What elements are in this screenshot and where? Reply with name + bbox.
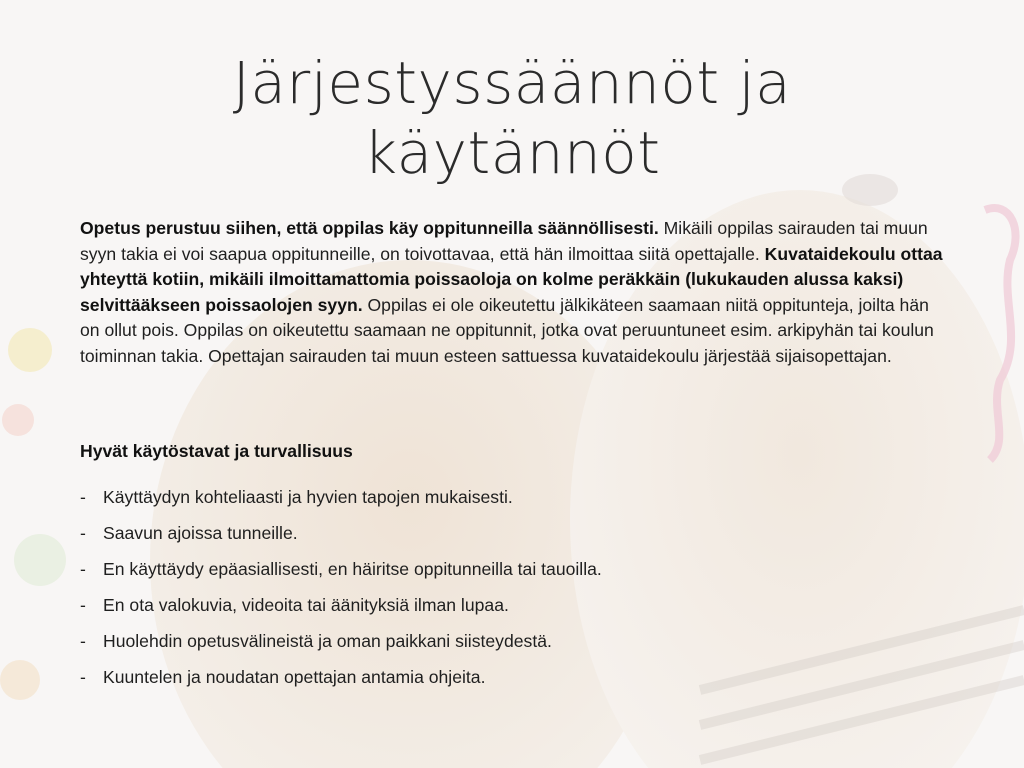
slide-title-line-1: Järjestyssäännöt ja	[232, 49, 792, 117]
list-item	[80, 628, 940, 664]
intro-sentence-3: Kuvataidekoulu ottaa yhteyttä kotiin, mikäili ilmoittamattomia poissaoloja on kolme peräkkäin (lukukauden alussa kaksi) selvittääkseen poissaolojen syyn.	[80, 243, 943, 315]
bullet-dash: -	[80, 559, 86, 579]
list-item-text: Kuuntelen ja noudatan opettajan antamia ohjeita.	[103, 667, 486, 687]
section-heading: Hyvät käytöstavat ja turvallisuus	[80, 441, 353, 461]
bullet-dash: -	[80, 487, 86, 507]
list-item-text: Käyttäydyn kohteliaasti ja hyvien tapojen mukaisesti.	[103, 487, 513, 507]
list-item	[80, 664, 940, 700]
bullet-dash: -	[80, 595, 86, 615]
list-item	[80, 520, 940, 556]
list-item	[80, 556, 940, 592]
intro-sentence-1: Opetus perustuu siihen, että oppilas käy oppitunneilla säännöllisesti.	[80, 218, 659, 238]
list-item-text: En käyttäydy epäasiallisesti, en häiritse oppitunneilla tai tauoilla.	[103, 559, 602, 579]
intro-sentence-4: Oppilas ei ole oikeutettu jälkikäteen saamaan niitä oppitunteja, joilta hän on ollut pois. Oppilas on oikeutettu saamaan ne oppitunnit, jotka ovat peruuntuneet esim. arkipyhän tai koulun toiminnan takia. Opettajan sairauden tai muun esteen sattuessa kuvataidekoulu järjestää sijaisopettajan.	[80, 294, 934, 366]
slide-title	[0, 48, 1024, 188]
list-item	[80, 592, 940, 628]
list-item	[80, 484, 940, 520]
intro-sentence-2: Mikäili oppilas sairauden tai muun syyn takia ei voi saapua oppitunneille, on toivottavaa, että hän ilmoittaa siitä opettajalle.	[80, 218, 928, 264]
list-item-text: En ota valokuvia, videoita tai äänityksiä ilman lupaa.	[103, 595, 509, 615]
bullet-dash: -	[80, 667, 86, 687]
list-item-text: Huolehdin opetusvälineistä ja oman paikkani siisteydestä.	[103, 631, 552, 651]
intro-paragraph	[80, 216, 950, 369]
bullet-dash: -	[80, 631, 86, 651]
rules-list	[80, 484, 940, 700]
list-item-text: Saavun ajoissa tunneille.	[103, 523, 298, 543]
bullet-dash: -	[80, 523, 86, 543]
slide-title-line-2: käytännöt	[363, 119, 661, 187]
